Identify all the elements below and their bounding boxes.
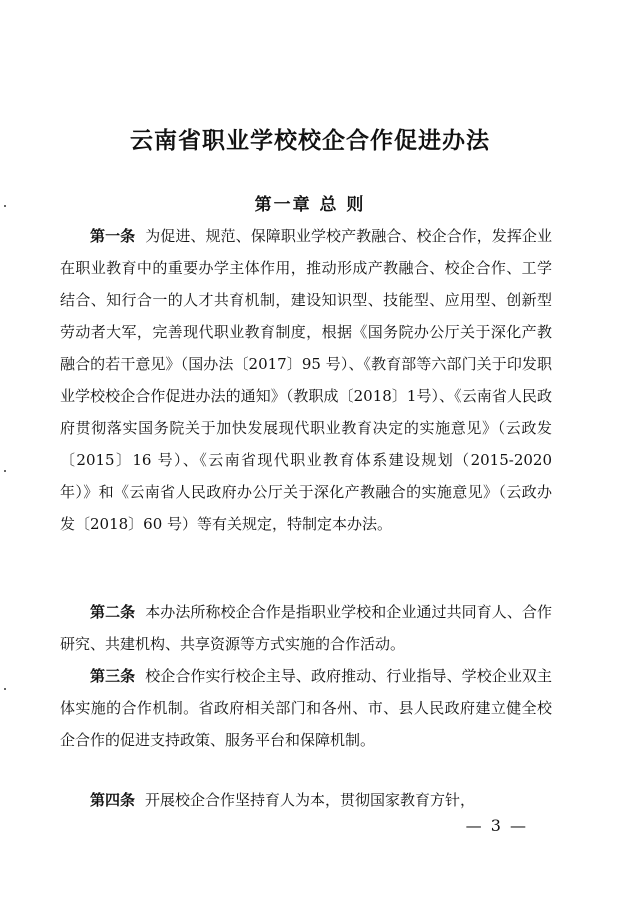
chapter-title: 第一章 总 则 — [254, 195, 366, 215]
article-3 — [60, 660, 552, 756]
article-3-text: 校企合作实行校企主导、政府推动、行业指导、学校企业双主体实施的合作机制。省政府相关部门和各州、市、县人民政府建立健全校企合作的促进支持政策、服务平台和保障机制。 — [60, 667, 552, 749]
article-4 — [60, 784, 552, 816]
article-4-label: 第四条 — [90, 791, 136, 809]
article-4-text: 开展校企合作坚持育人为本，贯彻国家教育方针， — [145, 791, 476, 809]
article-1-label: 第一条 — [90, 227, 136, 245]
article-1 — [60, 220, 552, 540]
margin-mark — [4, 688, 6, 690]
article-1-text: 为促进、规范、保障职业学校产教融合、校企合作，发挥企业在职业教育中的重要办学主体作用，推动形成产教融合、校企合作、工学结合、知行合一的人才共育机制，建设知识型、技能型、应用型、创新型劳动者大军，完善现代职业教育制度，根据《国务院办公厅关于深化产教融合的若干意见》（国办法〔2017〕95 号）、《教育部等六部门关于印发职业学校校企合作促进办法的通知》（教职成〔2018〕1号）、《云南省人民政府贯彻落实国务院关于加快发展现代职业教育决定的实施意见》（云政发〔2015〕16 号）、《云南省现代职业教育体系建设规划（2015-2020 年）》和《云南省人民政府办公厅关于深化产教融合的实施意见》（云政办发〔2018〕60 号）等有关规定，特制定本办法。 — [60, 227, 552, 533]
article-3-label: 第三条 — [90, 667, 136, 685]
document-title: 云南省职业学校校企合作促进办法 — [130, 127, 490, 154]
margin-mark — [4, 470, 6, 472]
article-2-label: 第二条 — [90, 603, 136, 621]
article-2-text: 本办法所称校企合作是指职业学校和企业通过共同育人、合作研究、共建机构、共享资源等方式实施的合作活动。 — [60, 603, 552, 653]
page-number: — 3 — — [465, 816, 528, 835]
article-2 — [60, 596, 552, 660]
